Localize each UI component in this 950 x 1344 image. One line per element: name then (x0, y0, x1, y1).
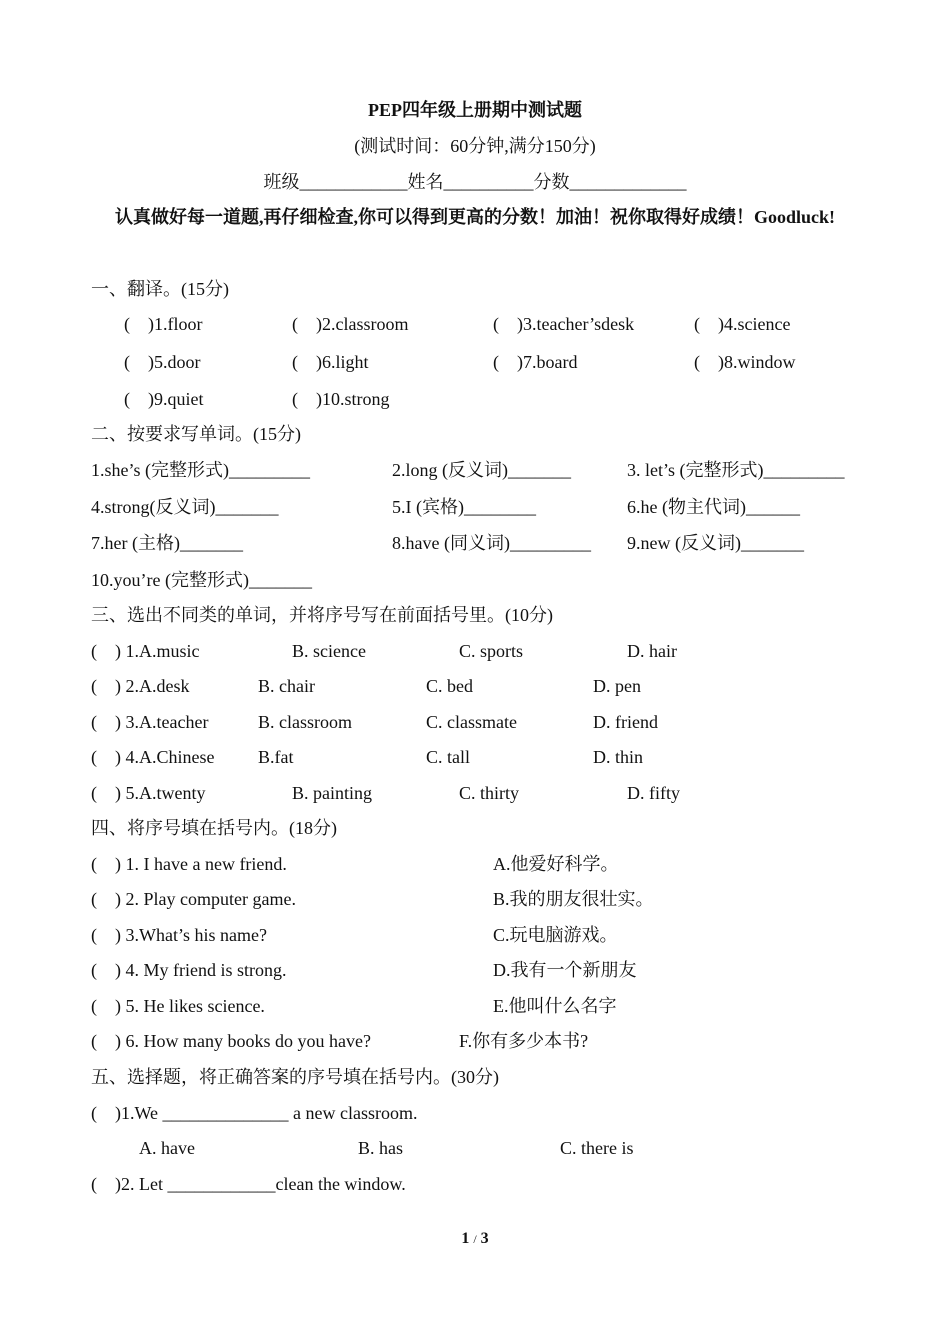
page-number (0, 1228, 950, 1250)
choice-option-b: B. has (358, 1138, 403, 1158)
current-page: 1 (461, 1230, 470, 1247)
match-translation: A.他爱好科学。 (493, 854, 619, 874)
odd-one-question: ( ) 2.A.desk (91, 676, 190, 696)
section-4-heading: 四、将序号填在括号内。(18分) (91, 818, 337, 838)
match-translation: B.我的朋友很壮实。 (493, 889, 654, 909)
translate-item: ( )1.floor (124, 314, 203, 334)
choice-option-c: C. there is (560, 1138, 634, 1158)
section-1-heading: 一、翻译。(15分) (91, 279, 229, 299)
page-title: PEP四年级上册期中测试题 (368, 100, 582, 120)
match-translation: C.玩电脑游戏。 (493, 925, 618, 945)
match-translation: F.你有多少本书? (459, 1031, 589, 1051)
student-info-line: 班级____________姓名__________分数_____________ (263, 172, 687, 192)
match-sentence: ( ) 5. He likes science. (91, 996, 265, 1016)
word-item: 9.new (反义词)_______ (627, 533, 804, 553)
total-pages: 3 (480, 1230, 489, 1247)
word-item: 2.long (反义词)_______ (392, 460, 571, 480)
match-sentence: ( ) 6. How many books do you have? (91, 1031, 371, 1051)
translate-item: ( )2.classroom (292, 314, 409, 334)
section-5-heading: 五、选择题，将正确答案的序号填在括号内。(30分) (91, 1067, 499, 1087)
choice-question: ( )1.We ______________ a new classroom. (91, 1103, 418, 1123)
translate-item: ( )5.door (124, 352, 201, 372)
odd-one-question: ( ) 5.A.twenty (91, 783, 206, 803)
word-item: 7.her (主格)_______ (91, 533, 243, 553)
word-item: 1.she’s (完整形式)_________ (91, 460, 310, 480)
translate-item: ( )4.science (694, 314, 791, 334)
option-c: C. tall (426, 747, 470, 767)
option-c: C. sports (459, 641, 524, 661)
option-c: C. classmate (426, 712, 517, 732)
word-item: 8.have (同义词)_________ (392, 533, 591, 553)
section-2-heading: 二、按要求写单词。(15分) (91, 424, 301, 444)
option-b: B. classroom (258, 712, 352, 732)
word-item: 3. let’s (完整形式)_________ (627, 460, 845, 480)
choice-question: ( )2. Let ____________clean the window. (91, 1174, 406, 1194)
match-sentence: ( ) 2. Play computer game. (91, 889, 296, 909)
motto: 认真做好每一道题,再仔细检查,你可以得到更高的分数！加油！祝你取得好成绩！Goodluck! (114, 207, 835, 227)
option-b: B. painting (292, 783, 372, 803)
option-b: B. chair (258, 676, 315, 696)
section-3-heading: 三、选出不同类的单词，并将序号写在前面括号里。(10分) (91, 605, 553, 625)
word-item: 4.strong(反义词)_______ (91, 497, 279, 517)
word-item: 6.he (物主代词)______ (627, 497, 800, 517)
choice-option-a: A. have (139, 1138, 195, 1158)
translate-item: ( )7.board (493, 352, 578, 372)
odd-one-question: ( ) 4.A.Chinese (91, 747, 215, 767)
option-d: D. fifty (627, 783, 680, 803)
match-sentence: ( ) 1. I have a new friend. (91, 854, 287, 874)
match-translation: D.我有一个新朋友 (493, 960, 637, 980)
translate-item: ( )6.light (292, 352, 369, 372)
option-d: D. hair (627, 641, 677, 661)
translate-item: ( )8.window (694, 352, 796, 372)
translate-item: ( )9.quiet (124, 389, 204, 409)
word-item: 5.I (宾格)________ (392, 497, 536, 517)
match-translation: E.他叫什么名字 (493, 996, 617, 1016)
translate-item: ( )10.strong (292, 389, 390, 409)
word-item: 10.you’re (完整形式)_______ (91, 570, 312, 590)
option-d: D. pen (593, 676, 641, 696)
page-separator: / (473, 1232, 477, 1246)
option-d: D. friend (593, 712, 658, 732)
translate-item: ( )3.teacher’sdesk (493, 314, 635, 334)
odd-one-question: ( ) 3.A.teacher (91, 712, 209, 732)
option-c: C. thirty (459, 783, 520, 803)
match-sentence: ( ) 3.What’s his name? (91, 925, 267, 945)
option-b: B.fat (258, 747, 294, 767)
option-b: B. science (292, 641, 366, 661)
test-info: (测试时间：60分钟,满分150分) (354, 136, 596, 156)
match-sentence: ( ) 4. My friend is strong. (91, 960, 287, 980)
option-c: C. bed (426, 676, 473, 696)
option-d: D. thin (593, 747, 644, 767)
odd-one-question: ( ) 1.A.music (91, 641, 200, 661)
